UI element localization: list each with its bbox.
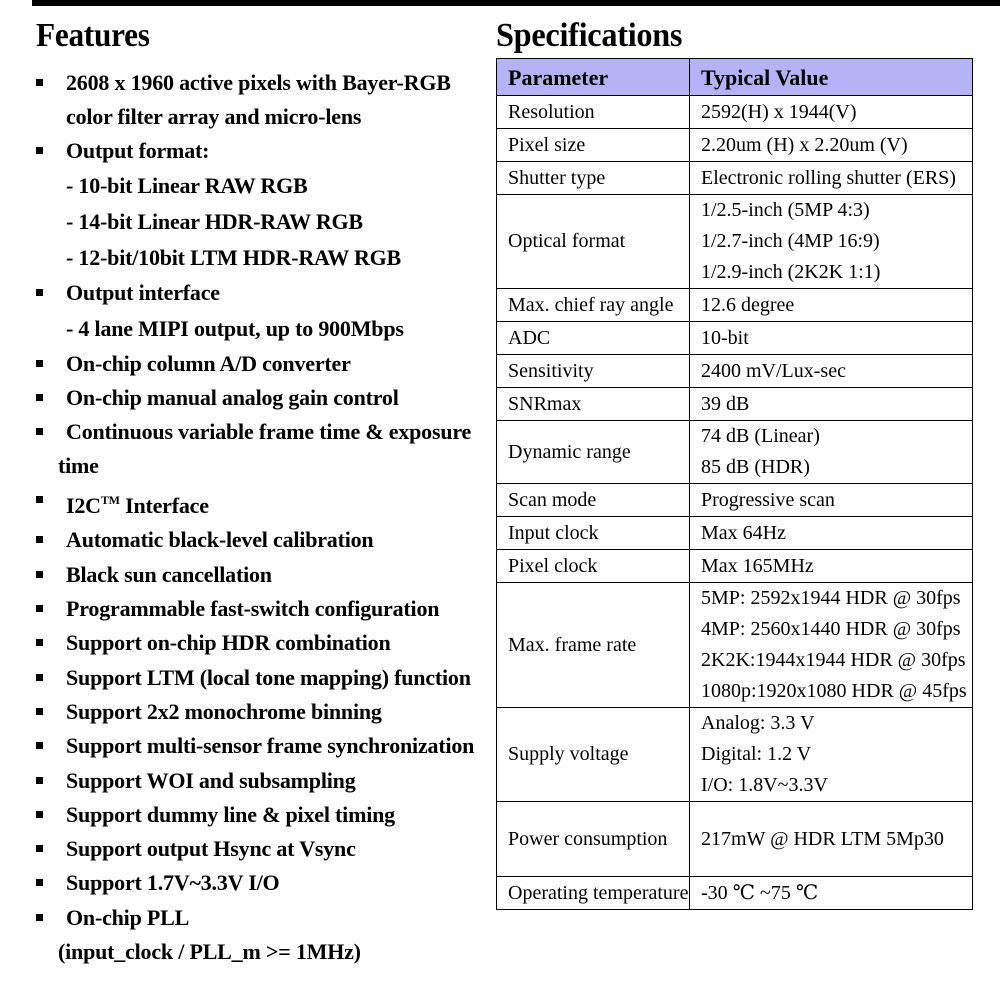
feature-text: Support output Hsync at Vsync	[66, 836, 356, 862]
bullet-icon	[36, 289, 43, 296]
feature-text: Black sun cancellation	[66, 561, 272, 587]
feature-item	[36, 626, 476, 660]
top-rule	[32, 0, 1000, 6]
bullet-icon	[36, 360, 43, 367]
value-line: 2400 mV/Lux-sec	[701, 359, 846, 382]
feature-text-continued: color filter array and micro-lens	[66, 104, 362, 129]
feature-item	[36, 66, 476, 134]
bullet-icon	[36, 571, 43, 578]
header-typical-value: Typical Value	[690, 59, 973, 96]
parameter-cell: Input clock	[497, 517, 690, 550]
feature-subitem: - 4 lane MIPI output, up to 900Mbps	[66, 315, 404, 341]
value-cell	[690, 877, 973, 910]
table-row	[497, 195, 973, 289]
value-cell	[690, 484, 973, 517]
table-row	[497, 322, 973, 355]
feature-text: Automatic black-level calibration	[66, 527, 374, 553]
bullet-icon	[36, 742, 43, 749]
value-line: I/O: 1.8V~3.3V	[701, 774, 828, 796]
bullet-icon	[36, 147, 43, 154]
table-row	[497, 550, 973, 583]
feature-text: Continuous variable frame time & exposure	[66, 419, 472, 445]
features-title: Features	[36, 17, 150, 54]
value-line: 2592(H) x 1944(V)	[701, 100, 857, 123]
value-line: 2.20um (H) x 2.20um (V)	[701, 133, 908, 156]
feature-text-continued: time	[58, 453, 99, 479]
bullet-icon	[36, 674, 43, 681]
feature-subitem: - 12-bit/10bit LTM HDR-RAW RGB	[66, 245, 402, 271]
table-row	[497, 517, 973, 550]
parameter-cell: Scan mode	[497, 484, 690, 517]
feature-text: Support 1.7V~3.3V I/O	[66, 870, 280, 896]
feature-text: On-chip manual analog gain control	[66, 384, 399, 410]
value-cell	[690, 388, 973, 421]
value-cell	[690, 802, 973, 877]
feature-item	[36, 798, 476, 832]
value-cell	[690, 583, 973, 708]
value-line: 74 dB (Linear)	[701, 425, 820, 447]
feature-subitem: - 10-bit Linear RAW RGB	[66, 173, 308, 199]
value-cell	[690, 162, 973, 195]
feature-text: Output format:	[66, 138, 210, 163]
features-list	[36, 66, 476, 969]
table-row	[497, 388, 973, 421]
bullet-icon	[36, 496, 43, 503]
table-row	[497, 289, 973, 322]
value-line: Electronic rolling shutter (ERS)	[701, 166, 956, 189]
feature-text: Support multi-sensor frame synchronization	[66, 733, 475, 759]
feature-item	[36, 695, 476, 729]
feature-text: Interface	[119, 493, 209, 519]
bullet-icon	[36, 777, 43, 784]
value-line: 1080p:1920x1080 HDR @ 45fps	[701, 680, 967, 702]
feature-item	[36, 866, 476, 900]
feature-text: Output interface	[66, 280, 220, 306]
value-line: Progressive scan	[701, 488, 835, 511]
feature-text: Programmable fast-switch configuration	[66, 596, 440, 622]
parameter-cell: SNRmax	[497, 388, 690, 421]
value-cell	[690, 355, 973, 388]
table-row	[497, 355, 973, 388]
table-row	[497, 877, 973, 910]
feature-text-continued: (input_clock / PLL_m >= 1MHz)	[58, 938, 361, 964]
value-cell	[690, 550, 973, 583]
feature-item	[36, 558, 476, 592]
value-line: 39 dB	[701, 392, 750, 415]
value-line: Max 64Hz	[701, 521, 786, 544]
bullet-icon	[36, 394, 43, 401]
value-cell	[690, 195, 973, 289]
table-row	[497, 583, 973, 708]
feature-item	[36, 764, 476, 798]
value-line: Analog: 3.3 V	[701, 712, 815, 734]
value-line: 1/2.9-inch (2K2K 1:1)	[701, 261, 881, 283]
value-line: 217mW @ HDR LTM 5Mp30	[701, 827, 944, 850]
parameter-cell: Sensitivity	[497, 355, 690, 388]
feature-text: On-chip PLL	[66, 904, 190, 930]
trademark-superscript: TM	[100, 493, 120, 508]
feature-text: I2C	[66, 493, 101, 519]
feature-item	[36, 483, 476, 523]
bullet-icon	[36, 879, 43, 886]
value-line: 4MP: 2560x1440 HDR @ 30fps	[701, 618, 961, 640]
bullet-icon	[36, 639, 43, 646]
value-line: 1/2.5-inch (5MP 4:3)	[701, 199, 870, 221]
parameter-cell: Optical format	[497, 195, 690, 289]
value-line: 10-bit	[701, 326, 749, 349]
header-parameter: Parameter	[497, 59, 690, 96]
feature-item	[36, 729, 476, 763]
parameter-cell: Pixel clock	[497, 550, 690, 583]
table-row	[497, 162, 973, 195]
table-header-row	[497, 59, 973, 96]
feature-text: 2608 x 1960 active pixels with Bayer-RGB	[66, 70, 451, 95]
value-cell	[690, 289, 973, 322]
parameter-cell: Resolution	[497, 96, 690, 129]
value-cell	[690, 708, 973, 802]
value-line: 12.6 degree	[701, 293, 795, 316]
value-line: 2K2K:1944x1944 HDR @ 30fps	[701, 649, 966, 671]
value-line: -30 ℃ ~75 ℃	[701, 881, 819, 904]
specifications-table	[496, 58, 973, 910]
bullet-icon	[36, 811, 43, 818]
parameter-cell: Power consumption	[497, 802, 690, 877]
parameter-cell: Operating temperature	[497, 877, 690, 910]
feature-item	[36, 901, 476, 969]
feature-text: Support WOI and subsampling	[66, 767, 356, 793]
feature-item	[36, 381, 476, 415]
feature-item	[36, 832, 476, 866]
parameter-cell: Pixel size	[497, 129, 690, 162]
bullet-icon	[36, 914, 43, 921]
bullet-icon	[36, 536, 43, 543]
table-row	[497, 484, 973, 517]
feature-item	[36, 415, 476, 483]
parameter-cell: Max. chief ray angle	[497, 289, 690, 322]
parameter-cell: Shutter type	[497, 162, 690, 195]
value-cell	[690, 96, 973, 129]
features-section	[36, 14, 476, 969]
value-line: 1/2.7-inch (4MP 16:9)	[701, 230, 880, 252]
feature-text: Support on-chip HDR combination	[66, 630, 391, 656]
feature-item	[36, 523, 476, 557]
value-cell	[690, 322, 973, 355]
feature-text: Support 2x2 monochrome binning	[66, 698, 382, 724]
feature-item	[36, 347, 476, 381]
value-line: 5MP: 2592x1944 HDR @ 30fps	[701, 587, 961, 609]
table-row	[497, 708, 973, 802]
specifications-section	[496, 14, 974, 910]
specifications-title: Specifications	[496, 17, 683, 54]
table-row	[497, 421, 973, 484]
parameter-cell: Supply voltage	[497, 708, 690, 802]
feature-text: On-chip column A/D converter	[66, 350, 351, 376]
bullet-icon	[36, 845, 43, 852]
table-row	[497, 802, 973, 877]
bullet-icon	[36, 708, 43, 715]
parameter-cell: Dynamic range	[497, 421, 690, 484]
feature-item	[36, 276, 476, 310]
value-cell	[690, 421, 973, 484]
feature-item	[36, 134, 476, 168]
table-row	[497, 96, 973, 129]
feature-item	[36, 592, 476, 626]
parameter-cell: ADC	[497, 322, 690, 355]
value-line: Digital: 1.2 V	[701, 743, 812, 765]
feature-item	[36, 661, 476, 695]
feature-text: Support dummy line & pixel timing	[66, 801, 395, 827]
feature-text: Support LTM (local tone mapping) function	[66, 664, 471, 690]
bullet-icon	[36, 428, 43, 435]
value-line: 85 dB (HDR)	[701, 456, 810, 478]
value-cell	[690, 129, 973, 162]
table-row	[497, 129, 973, 162]
value-line: Max 165MHz	[701, 554, 814, 577]
parameter-cell: Max. frame rate	[497, 583, 690, 708]
value-cell	[690, 517, 973, 550]
bullet-icon	[36, 605, 43, 612]
bullet-icon	[36, 79, 43, 86]
feature-subitem: - 14-bit Linear HDR-RAW RGB	[66, 209, 363, 235]
